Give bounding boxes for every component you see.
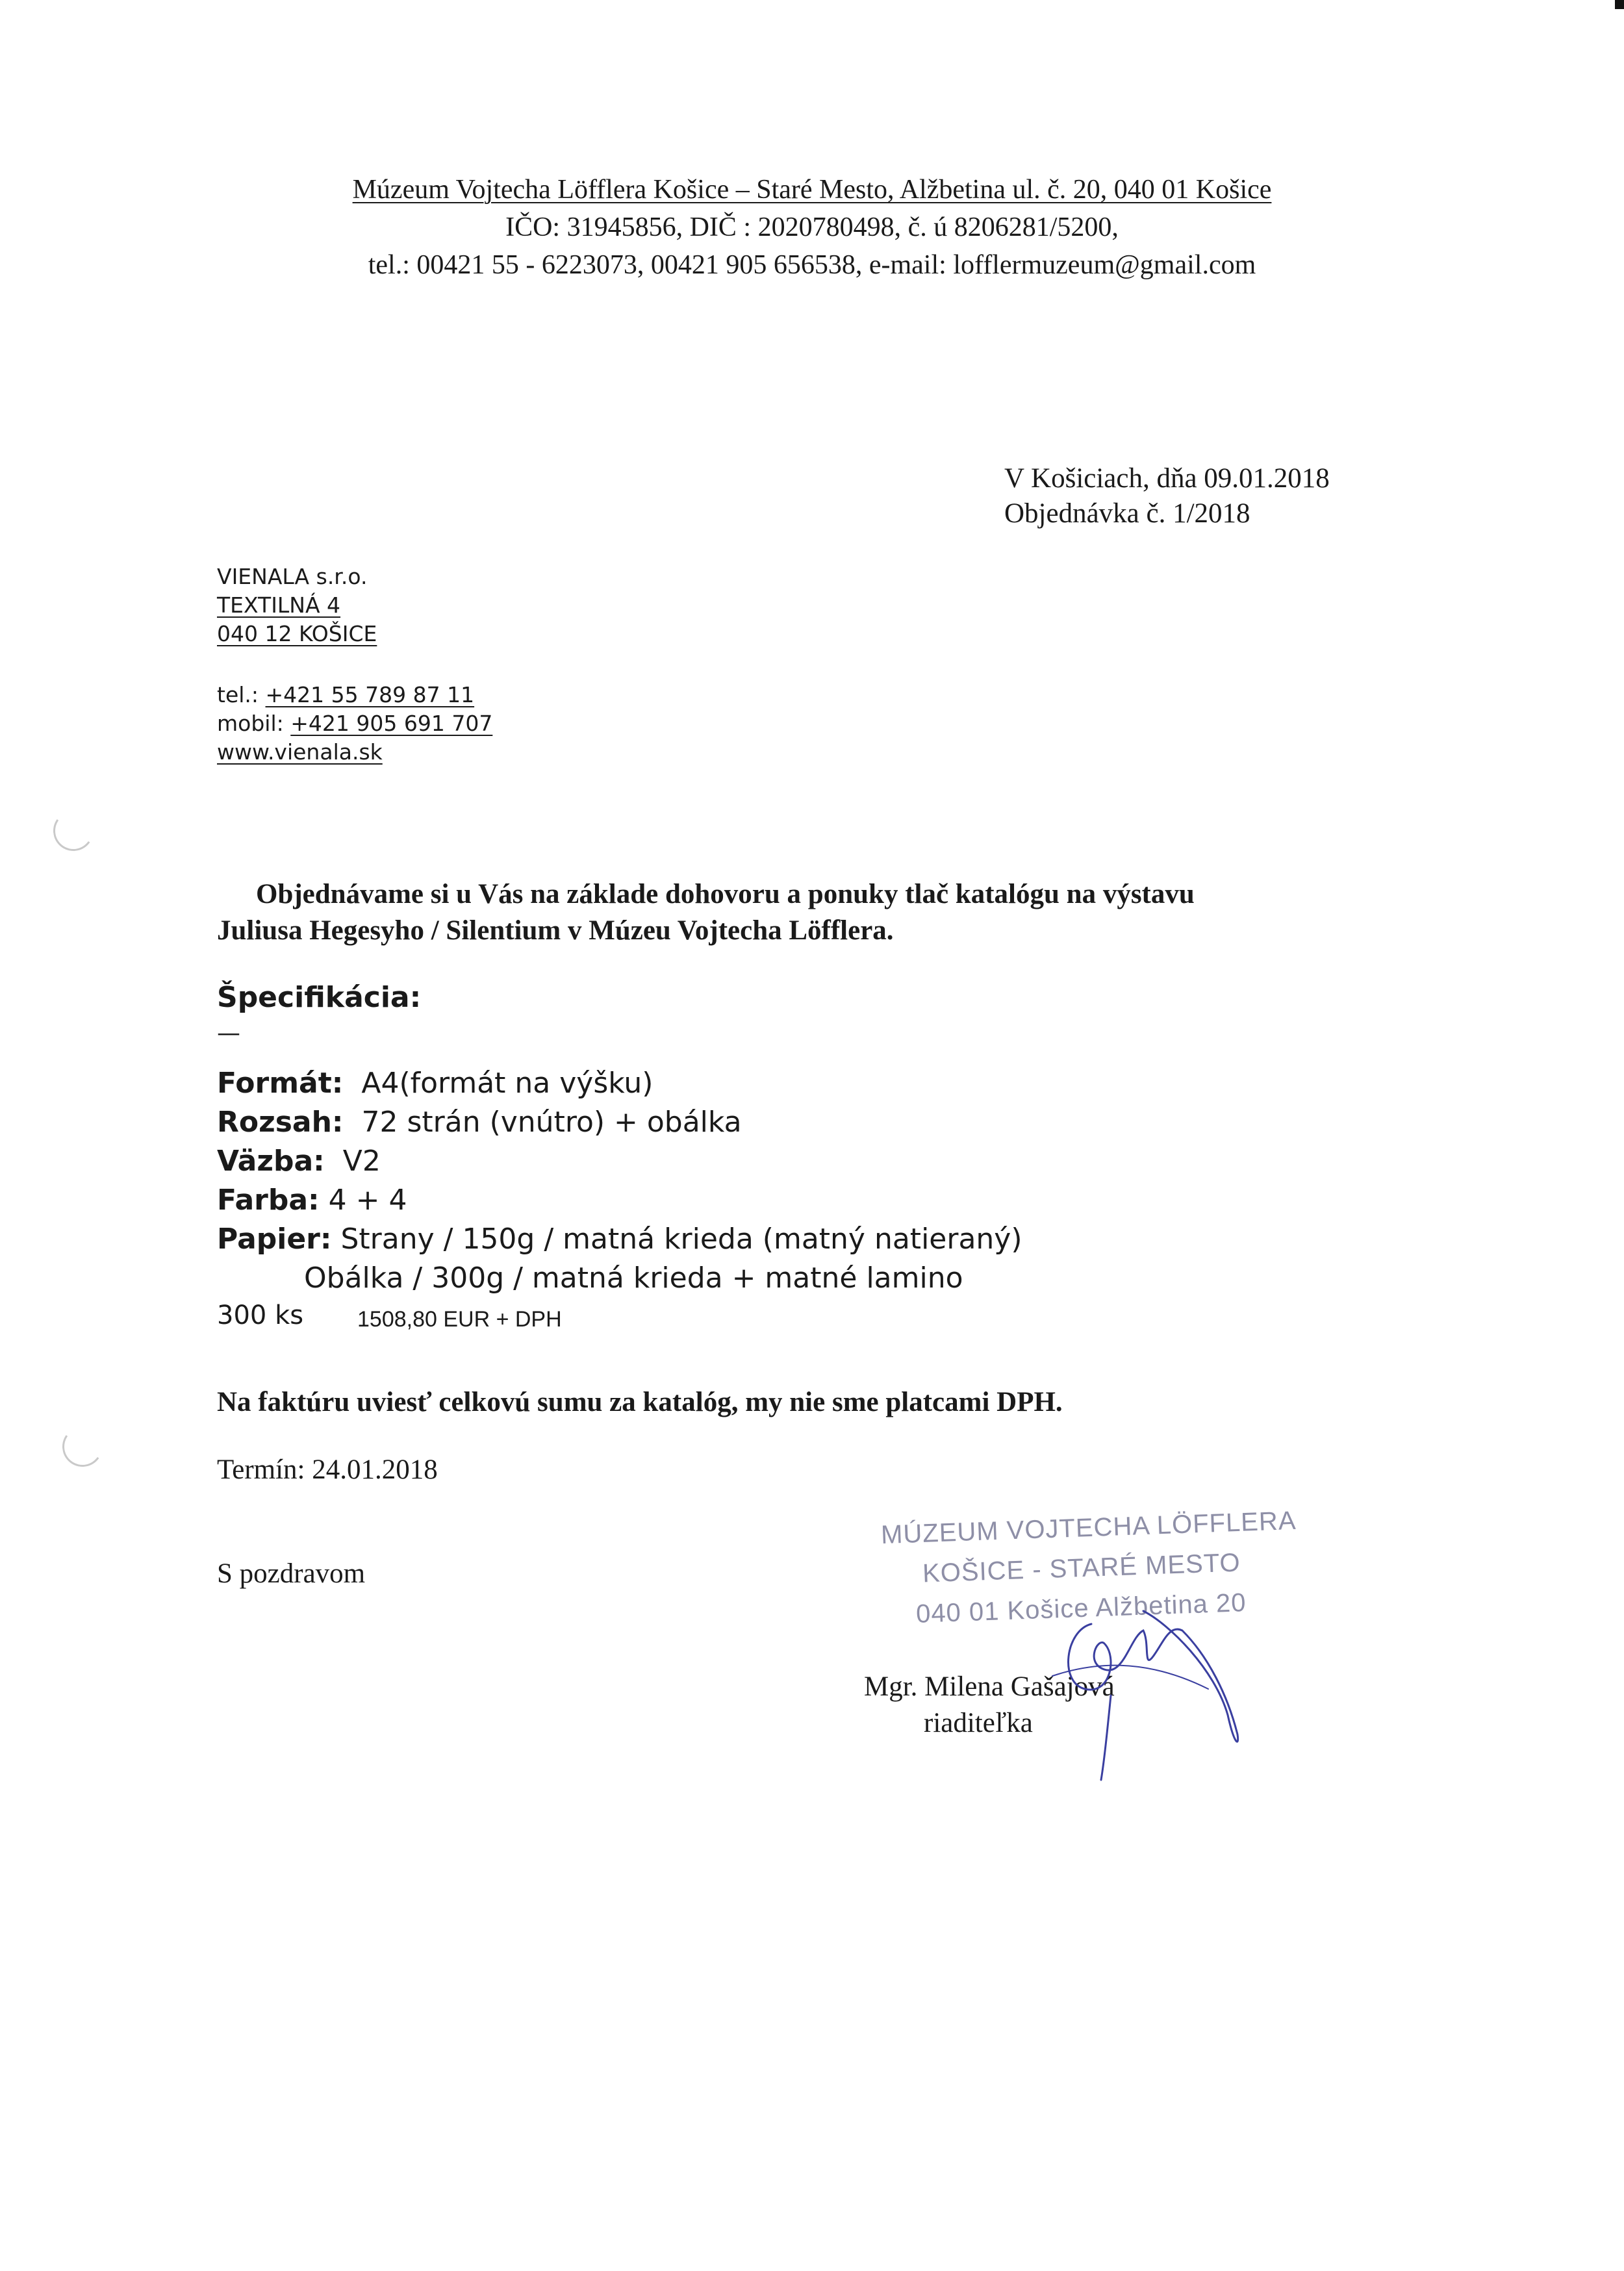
greeting: S pozdravom bbox=[217, 1558, 366, 1589]
header-line-1: Múzeum Vojtecha Löfflera Košice – Staré Mesto, Alžbetina ul. č. 20, 040 01 Košice bbox=[352, 175, 1272, 205]
mobil-value: +421 905 691 707 bbox=[290, 711, 493, 736]
stamp-line-3: 040 01 Košice Alžbetina 20 bbox=[915, 1588, 1247, 1629]
tel-value: +421 55 789 87 11 bbox=[265, 682, 475, 707]
farba-value: 4 + 4 bbox=[328, 1184, 407, 1217]
format-value: A4(formát na výšku) bbox=[361, 1067, 653, 1100]
punch-hole-top bbox=[50, 807, 97, 854]
order-body-line-1: Objednávame si u Vás na základe dohovoru a ponuky tlač katalógu na výstavu bbox=[256, 879, 1195, 909]
format-label: Formát: bbox=[217, 1067, 344, 1100]
stamp-line-1: MÚZEUM VOJTECHA LÖFFLERA bbox=[880, 1506, 1297, 1550]
recipient-name: VIENALA s.r.o. bbox=[217, 564, 368, 589]
place-date: V Košiciach, dňa 09.01.2018 bbox=[1004, 463, 1330, 494]
spec-farba bbox=[217, 1184, 407, 1217]
recipient-mobil bbox=[217, 711, 492, 736]
header-line-2: IČO: 31945856, DIČ : 2020780498, č. ú 8206281/5200, bbox=[505, 212, 1119, 242]
spec-dash: — bbox=[217, 1020, 240, 1047]
rozsah-label: Rozsah: bbox=[217, 1106, 344, 1139]
museum-header-address bbox=[0, 174, 1624, 205]
header-line-3: tel.: 00421 55 - 6223073, 00421 905 656538, e-mail: lofflermuzeum@gmail.com bbox=[368, 250, 1256, 280]
spec-papier bbox=[217, 1223, 1022, 1256]
tel-label: tel.: bbox=[217, 682, 259, 707]
farba-label: Farba: bbox=[217, 1184, 320, 1217]
spec-vazba bbox=[217, 1145, 381, 1178]
scan-edge-mark bbox=[1615, 0, 1624, 9]
delivery-term: Termín: 24.01.2018 bbox=[217, 1454, 438, 1485]
vazba-value: V2 bbox=[342, 1145, 381, 1178]
punch-hole-bottom bbox=[59, 1423, 106, 1470]
signatory-role: riaditeľka bbox=[924, 1708, 1033, 1738]
order-body-line-2: Juliusa Hegesyho / Silentium v Múzeu Vojtecha Löfflera. bbox=[217, 915, 894, 946]
handwritten-signature bbox=[1013, 1585, 1260, 1793]
spec-format bbox=[217, 1067, 653, 1100]
vazba-label: Väzba: bbox=[217, 1145, 325, 1178]
recipient-tel bbox=[217, 682, 474, 707]
spec-title: Špecifikácia: bbox=[217, 981, 422, 1014]
stamp-line-2: KOŠICE - STARÉ MESTO bbox=[922, 1548, 1241, 1588]
spec-rozsah bbox=[217, 1106, 742, 1139]
invoice-note: Na faktúru uviesť celkovú sumu za katalóg, my nie sme platcami DPH. bbox=[217, 1387, 1063, 1417]
recipient-city: 040 12 KOŠICE bbox=[217, 621, 377, 646]
spec-quantity: 300 ks bbox=[217, 1300, 304, 1330]
spec-price: 1508,80 EUR + DPH bbox=[357, 1307, 562, 1332]
recipient-street: TEXTILNÁ 4 bbox=[217, 592, 341, 618]
papier-value-2: Obálka / 300g / matná krieda + matné lamino bbox=[304, 1262, 963, 1295]
rozsah-value: 72 strán (vnútro) + obálka bbox=[361, 1106, 742, 1139]
signatory-name: Mgr. Milena Gašajová bbox=[864, 1671, 1115, 1702]
recipient-website-link[interactable]: www.vienala.sk bbox=[217, 739, 383, 765]
mobil-label: mobil: bbox=[217, 711, 284, 736]
order-number: Objednávka č. 1/2018 bbox=[1004, 498, 1250, 529]
papier-label: Papier: bbox=[217, 1223, 332, 1256]
papier-value-1: Strany / 150g / matná krieda (matný natieraný) bbox=[340, 1223, 1022, 1256]
